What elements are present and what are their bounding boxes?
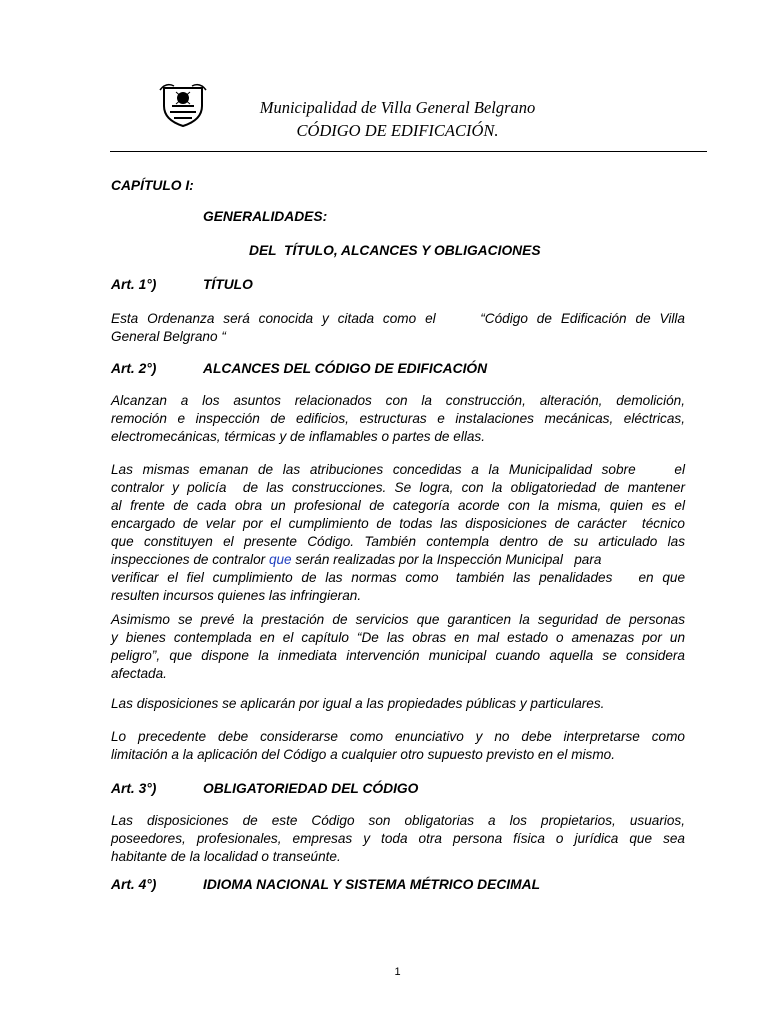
article-title: OBLIGATORIEDAD DEL CÓDIGO	[203, 781, 419, 796]
paragraph-line: limitación a la aplicación del Código a cualquier otro supuesto previsto en el mismo.	[111, 747, 615, 762]
article-paragraph	[111, 310, 685, 346]
paragraph-line: resulten incursos quienes las infringieran.	[111, 588, 362, 603]
paragraph-line: poseedores, profesionales, empresas y toda otra persona física o jurídica que sea	[111, 831, 685, 846]
paragraph-line: contralor y policía de las construcciones. Se logra, con la obligatoriedad de mantener	[111, 480, 685, 495]
article-title: ALCANCES DEL CÓDIGO DE EDIFICACIÓN	[203, 361, 488, 376]
page-number: 1	[394, 966, 401, 978]
header-divider	[110, 151, 707, 152]
article-paragraph	[111, 728, 685, 764]
subsection-heading: DEL TÍTULO, ALCANCES Y OBLIGACIONES	[249, 243, 541, 258]
paragraph-line: peligro”, que dispone la inmediata intervención municipal cuando aquella se considera	[111, 648, 685, 663]
paragraph-line: verificar el fiel cumplimiento de las normas como también las penalidades en que	[111, 570, 685, 585]
paragraph-line: habitante de la localidad o transeúnte.	[111, 849, 341, 864]
article-number: Art. 2°)	[111, 361, 157, 376]
article-number: Art. 4°)	[111, 877, 157, 892]
paragraph-line: electromecánicas, térmicas y de inflamables o partes de ellas.	[111, 429, 486, 444]
paragraph-line: y bienes contemplada en el capítulo “De las obras en mal estado o amenazas por un	[111, 630, 685, 645]
paragraph-line: afectada.	[111, 666, 167, 681]
paragraph-line: Las disposiciones se aplicarán por igual a las propiedades públicas y particulares.	[111, 696, 605, 711]
article-title: TÍTULO	[203, 277, 253, 292]
chapter-label: CAPÍTULO I:	[111, 178, 194, 193]
paragraph-line: que constituyen el presente Código. También contempla dentro de su articulado las	[111, 534, 685, 549]
article-number: Art. 1°)	[111, 277, 157, 292]
paragraph-line: Alcanzan a los asuntos relacionados con la construcción, alteración, demolición,	[111, 393, 685, 408]
paragraph-line: Asimismo se prevé la prestación de servicios que garanticen la seguridad de personas	[111, 612, 685, 627]
article-paragraph	[111, 461, 685, 605]
article-title: IDIOMA NACIONAL Y SISTEMA MÉTRICO DECIMAL	[203, 877, 541, 892]
paragraph-line: Esta Ordenanza será conocida y citada como el “Código de Edificación de Villa	[111, 311, 685, 326]
code-title: CÓDIGO DE EDIFICACIÓN.	[296, 121, 499, 140]
article-paragraph	[111, 392, 685, 446]
article-paragraph	[111, 812, 685, 866]
paragraph-line: al frente de cada obra un profesional de categoría acorde con la misma, quien es el	[111, 498, 685, 513]
paragraph-line: General Belgrano “	[111, 329, 226, 344]
paragraph-line: remoción e inspección de edificios, estructuras e instalaciones mecánicas, eléctricas,	[111, 411, 685, 426]
paragraph-line: Las mismas emanan de las atribuciones concedidas a la Municipalidad sobre el	[111, 462, 685, 477]
paragraph-line: Lo precedente debe considerarse como enunciativo y no debe interpretarse como	[111, 729, 685, 744]
highlighted-word: que	[268, 552, 292, 567]
article-paragraph	[111, 695, 685, 713]
section-heading: GENERALIDADES:	[203, 209, 328, 224]
article-paragraph	[111, 611, 685, 683]
article-number: Art. 3°)	[111, 781, 157, 796]
paragraph-line: inspecciones de contralor que serán realizadas por la Inspección Municipal para	[111, 552, 602, 567]
paragraph-line: Las disposiciones de este Código son obligatorias a los propietarios, usuarios,	[111, 813, 685, 828]
paragraph-line: encargado de velar por el cumplimiento de todas las disposiciones de carácter técnico	[111, 516, 685, 531]
municipality-name: Municipalidad de Villa General Belgrano	[259, 98, 536, 117]
